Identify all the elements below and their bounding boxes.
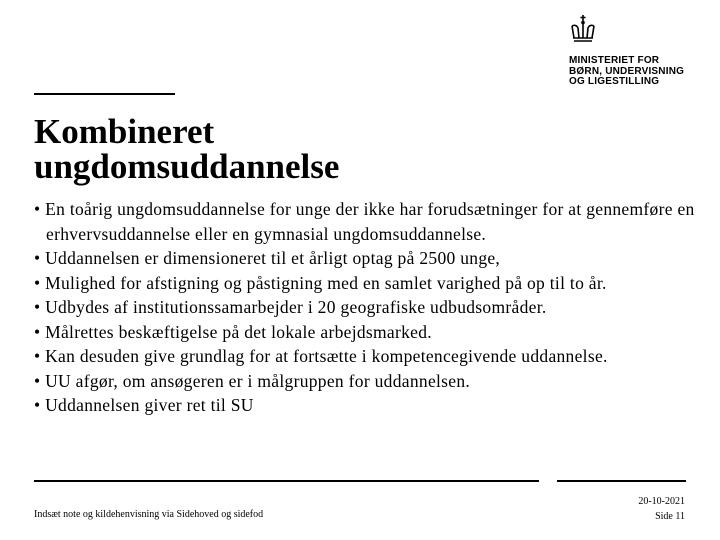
bullet-item: • Målrettes beskæftigelse på det lokale arbejdsmarked. (34, 321, 432, 342)
bullet-item: • Uddannelsen giver ret til SU (34, 395, 254, 415)
bullet-item: • Uddannelsen er dimensioneret til et årligt optag på 2500 unge, (34, 248, 501, 268)
logo-line: BØRN, UNDERVISNING (569, 65, 685, 77)
footer-date: 20-10-2021 (638, 496, 685, 507)
bullet-item: • UU afgør, om ansøgeren er i målgruppen for uddannelsen. (34, 370, 471, 391)
footer-rule-right (557, 480, 686, 482)
title-line: ungdomsuddannelse (34, 147, 340, 186)
bullet-item: • Mulighed for afstigning og påstigning med en samlet varighed på op til to år. (34, 272, 607, 293)
logo-line: OG LIGESTILLING (569, 76, 660, 87)
footer-rule-left (34, 480, 539, 482)
logo-line: MINISTERIET FOR (569, 55, 660, 66)
footer-note: Indsæt note og kildehenvisning via Sidehoved og sidefod (34, 509, 264, 520)
bullet-item: • Udbydes af institutionssamarbejder i 20 geografiske udbudsområder. (34, 297, 547, 317)
ministry-name (569, 56, 684, 88)
bullet-list (34, 197, 720, 418)
crown-icon (568, 14, 598, 44)
page-number: Side 11 (655, 511, 685, 522)
bullet-item: • En toårig ungdomsuddannelse for unge der ikke har forudsætninger for at gennemføre en erhvervsuddannelse eller en gymnasial ungdomsuddannelse. (34, 199, 695, 244)
title-rule (34, 93, 175, 95)
bullet-item: • Kan desuden give grundlag for at fortsætte i kompetencegivende uddannelse. (34, 346, 608, 366)
slide-title (34, 114, 339, 184)
title-line: Kombineret (34, 112, 215, 151)
footer-meta (638, 494, 685, 524)
